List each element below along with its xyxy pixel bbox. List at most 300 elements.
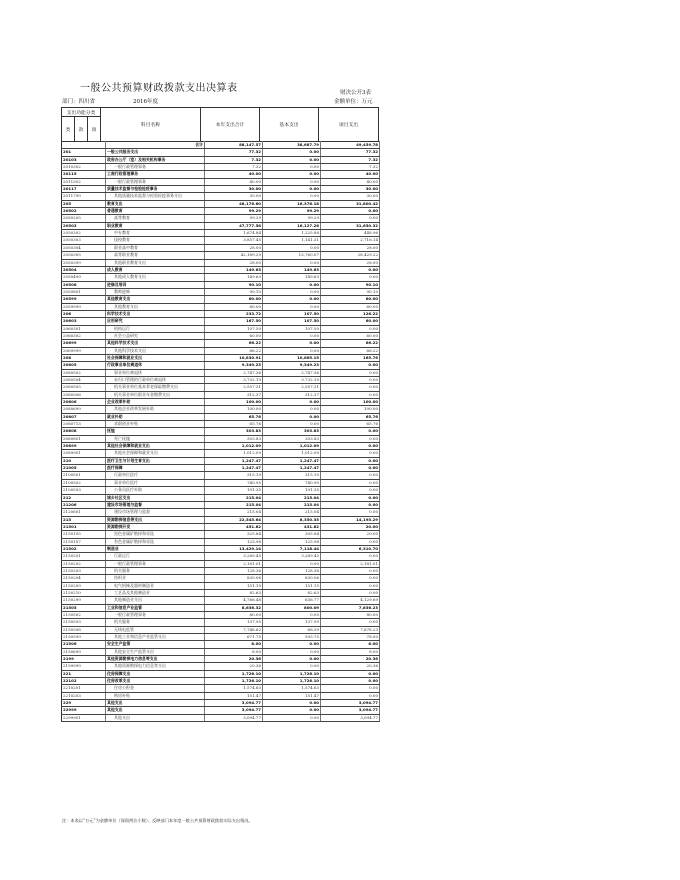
row-name: 其他教育支出 bbox=[106, 303, 205, 310]
row-code: 20699 bbox=[62, 340, 106, 347]
table-row bbox=[62, 443, 380, 450]
row-project: 20.00 bbox=[321, 531, 380, 538]
row-code: 2050303 bbox=[62, 237, 106, 244]
row-basic: 0.00 bbox=[263, 259, 321, 266]
row-basic: 303.83 bbox=[263, 435, 321, 442]
table-row bbox=[62, 597, 380, 604]
row-project: 0.00 bbox=[321, 391, 380, 398]
row-basic: 107.50 bbox=[263, 325, 321, 332]
row-project: 3,094.77 bbox=[321, 714, 380, 721]
row-basic: 38,687.79 bbox=[263, 142, 321, 149]
row-basic: 0.00 bbox=[263, 296, 321, 303]
row-total: 60.00 bbox=[205, 332, 263, 339]
table-row bbox=[62, 634, 380, 641]
table-row bbox=[62, 641, 380, 648]
table-row bbox=[62, 237, 380, 244]
row-code: 2080699 bbox=[62, 406, 106, 413]
row-total: 65.76 bbox=[205, 413, 263, 420]
row-code: 2100501 bbox=[62, 472, 106, 479]
row-basic: 1,141.31 bbox=[263, 237, 321, 244]
table-row bbox=[62, 714, 380, 721]
row-project: 49,459.78 bbox=[321, 142, 380, 149]
row-project: 0.00 bbox=[321, 589, 380, 596]
row-basic: 16,376.18 bbox=[263, 200, 321, 207]
row-basic: 13,760.07 bbox=[263, 252, 321, 259]
row-code: 20503 bbox=[62, 222, 106, 229]
row-name: 住房保障支出 bbox=[106, 670, 205, 677]
row-total: 60.00 bbox=[205, 296, 263, 303]
row-code: 20502 bbox=[62, 208, 106, 215]
row-code: 2210203 bbox=[62, 692, 106, 699]
row-name: 资源勘探开发 bbox=[106, 523, 205, 530]
row-code: 20807 bbox=[62, 413, 106, 420]
table-row bbox=[62, 222, 380, 229]
row-project: 448.96 bbox=[321, 230, 380, 237]
row-basic: 593.75 bbox=[263, 634, 321, 641]
row-name: 城乡社区支出 bbox=[106, 494, 205, 501]
row-name: 住房改革支出 bbox=[106, 678, 205, 685]
row-basic: 0.00 bbox=[263, 399, 321, 406]
row-code: 2199 bbox=[62, 656, 106, 663]
row-total: 671.75 bbox=[205, 634, 263, 641]
row-total: 215.04 bbox=[205, 501, 263, 508]
table-row bbox=[62, 244, 380, 251]
row-name: 教育支出 bbox=[106, 200, 205, 207]
row-total: 1,726.10 bbox=[205, 670, 263, 677]
row-code: 2150204 bbox=[62, 575, 106, 582]
row-name: 未归口管理的行政单位离退休 bbox=[106, 377, 205, 384]
row-total: 28.00 bbox=[205, 259, 263, 266]
row-project: 20.36 bbox=[321, 663, 380, 670]
row-code: 2080502 bbox=[62, 369, 106, 376]
row-code: 2059999 bbox=[62, 303, 106, 310]
table-row bbox=[62, 325, 380, 332]
row-code: 21505 bbox=[62, 604, 106, 611]
row-code: 2210201 bbox=[62, 685, 106, 692]
row-basic: 68.39 bbox=[263, 626, 321, 633]
row-name: 科学技术支出 bbox=[106, 310, 205, 317]
row-code: 2089901 bbox=[62, 450, 106, 457]
table-row bbox=[62, 413, 380, 420]
table-row bbox=[62, 310, 380, 317]
row-project: 31,800.42 bbox=[321, 200, 380, 207]
row-basic: 125.98 bbox=[263, 538, 321, 545]
row-total: 233.72 bbox=[205, 310, 263, 317]
row-code: 2150503 bbox=[62, 619, 106, 626]
row-total: 77.32 bbox=[205, 149, 263, 156]
row-code: 221 bbox=[62, 670, 106, 677]
row-project: 7.32 bbox=[321, 164, 380, 171]
row-total: 2,181.01 bbox=[205, 560, 263, 567]
row-project: 0.00 bbox=[321, 472, 380, 479]
row-project: 0.00 bbox=[321, 435, 380, 442]
row-total: 303.83 bbox=[205, 428, 263, 435]
table-row bbox=[62, 487, 380, 494]
row-code: 22102 bbox=[62, 678, 106, 685]
row-code: 2060302 bbox=[62, 332, 106, 339]
name-header: 科目名称 bbox=[101, 108, 201, 142]
row-basic: 0.00 bbox=[263, 340, 321, 347]
row-project: 0.00 bbox=[321, 692, 380, 699]
table-row bbox=[62, 663, 380, 670]
row-project: 0.00 bbox=[321, 538, 380, 545]
row-total: 2,747.36 bbox=[205, 369, 263, 376]
row-name: 质量技术监督与检验检疫事务 bbox=[106, 186, 205, 193]
row-project: 0.00 bbox=[321, 274, 380, 281]
total-header: 本年支出合计 bbox=[201, 108, 260, 142]
row-name: 一般行政管理事务 bbox=[106, 178, 205, 185]
row-name: 其他安全生产监管支出 bbox=[106, 648, 205, 655]
row-total: 66.22 bbox=[205, 347, 263, 354]
row-basic: 0.00 bbox=[263, 347, 321, 354]
row-name: 其他支出 bbox=[106, 707, 205, 714]
table-row bbox=[62, 377, 380, 384]
row-name: 一般行政管理事务 bbox=[106, 612, 205, 619]
row-project: 0.00 bbox=[321, 369, 380, 376]
row-total: 1,247.47 bbox=[205, 465, 263, 472]
row-project: 28.00 bbox=[321, 244, 380, 251]
table-row bbox=[62, 164, 380, 171]
row-name: 中专教育 bbox=[106, 230, 205, 237]
row-total: 48,176.60 bbox=[205, 200, 263, 207]
department-label: 部门：四川省 bbox=[62, 99, 96, 105]
row-basic: 1,012.09 bbox=[263, 450, 321, 457]
row-name: 死亡抚恤 bbox=[106, 435, 205, 442]
row-code: 2120601 bbox=[62, 509, 106, 516]
row-name: 其他质量技术监督与检验检疫事务支出 bbox=[106, 193, 205, 200]
row-name: 建设市场管理与监督 bbox=[106, 501, 205, 508]
row-basic: 128.36 bbox=[263, 567, 321, 574]
table-row bbox=[62, 700, 380, 707]
table-row bbox=[62, 281, 380, 288]
row-total: 99.29 bbox=[205, 215, 263, 222]
row-basic: 9,349.23 bbox=[263, 362, 321, 369]
row-project: 14,195.29 bbox=[321, 516, 380, 523]
row-name: 工业和信息产业监管 bbox=[106, 604, 205, 611]
row-code: 2011502 bbox=[62, 178, 106, 185]
table-row bbox=[62, 266, 380, 273]
row-total: 47,777.58 bbox=[205, 222, 263, 229]
table-row bbox=[62, 208, 380, 215]
row-basic: 0.00 bbox=[263, 186, 321, 193]
row-total: 315.19 bbox=[205, 472, 263, 479]
row-total: 8.00 bbox=[205, 648, 263, 655]
row-basic: 1,247.47 bbox=[263, 457, 321, 464]
table-row bbox=[62, 531, 380, 538]
row-name: 高等教育 bbox=[106, 215, 205, 222]
row-code: 2080801 bbox=[62, 435, 106, 442]
row-name: 医疗保障 bbox=[106, 465, 205, 472]
row-basic: 0.00 bbox=[263, 244, 321, 251]
table-row bbox=[62, 384, 380, 391]
row-basic: 215.04 bbox=[263, 509, 321, 516]
row-project: 78.00 bbox=[321, 634, 380, 641]
table-row bbox=[62, 612, 380, 619]
table-row bbox=[62, 421, 380, 428]
row-total: 99.29 bbox=[205, 208, 263, 215]
code-group-header: 支出功能分类 bbox=[62, 108, 101, 117]
row-project: 8.00 bbox=[321, 648, 380, 655]
row-basic: 0.00 bbox=[263, 700, 321, 707]
row-basic: 215.04 bbox=[263, 494, 321, 501]
row-code: 2150508 bbox=[62, 626, 106, 633]
row-name: 机关事业单位基本养老保险缴费支出 bbox=[106, 384, 205, 391]
row-basic: 0.00 bbox=[263, 612, 321, 619]
row-basic: 800.09 bbox=[263, 604, 321, 611]
page-title: 一般公共预算财政拨款支出决算表 bbox=[80, 83, 238, 94]
table-row bbox=[62, 575, 380, 582]
row-name: 行政事业单位离退休 bbox=[106, 362, 205, 369]
row-basic: 0.00 bbox=[263, 164, 321, 171]
row-basic: 107.50 bbox=[263, 318, 321, 325]
row-basic: 1,726.10 bbox=[263, 678, 321, 685]
amount-unit: 金额单位：万元 bbox=[334, 99, 373, 105]
table-row bbox=[62, 252, 380, 259]
row-code: 2150105 bbox=[62, 531, 106, 538]
row-name: 资源勘探信息等支出 bbox=[106, 516, 205, 523]
row-total: 740.95 bbox=[205, 479, 263, 486]
table-row bbox=[62, 428, 380, 435]
table-row bbox=[62, 604, 380, 611]
row-name: 职业高中教育 bbox=[106, 244, 205, 251]
table-row bbox=[62, 450, 380, 457]
row-project: 0.00 bbox=[321, 384, 380, 391]
row-name: 事业单位离退休 bbox=[106, 369, 205, 376]
row-project: 0.00 bbox=[321, 678, 380, 685]
table-row bbox=[62, 171, 380, 178]
table-row bbox=[62, 354, 380, 361]
row-total: 451.82 bbox=[205, 523, 263, 530]
row-code: 21501 bbox=[62, 523, 106, 530]
row-project: 0.00 bbox=[321, 619, 380, 626]
table-row bbox=[62, 296, 380, 303]
row-project: 60.00 bbox=[321, 332, 380, 339]
row-basic: 1,012.09 bbox=[263, 443, 321, 450]
row-code: 21005 bbox=[62, 465, 106, 472]
row-basic: 0.00 bbox=[263, 332, 321, 339]
table-row bbox=[62, 678, 380, 685]
row-name: 其他科学技术支出 bbox=[106, 347, 205, 354]
row-total: 3,094.77 bbox=[205, 700, 263, 707]
table-row bbox=[62, 656, 380, 663]
row-total: 40.00 bbox=[205, 171, 263, 178]
row-project: 0.00 bbox=[321, 443, 380, 450]
row-code: 21502 bbox=[62, 545, 106, 552]
row-code: 2080504 bbox=[62, 377, 106, 384]
row-project: 0.00 bbox=[321, 428, 380, 435]
row-basic: 830.06 bbox=[263, 575, 321, 582]
row-total: 1,726.10 bbox=[205, 678, 263, 685]
row-name: 建设市场管理与监督 bbox=[106, 509, 205, 516]
row-code: 2080713 bbox=[62, 421, 106, 428]
table-row bbox=[62, 648, 380, 655]
row-name: 抚恤 bbox=[106, 428, 205, 435]
row-code: 21206 bbox=[62, 501, 106, 508]
row-total: 325.84 bbox=[205, 531, 263, 538]
row-basic: 0.00 bbox=[263, 656, 321, 663]
row-basic: 2,747.36 bbox=[263, 369, 321, 376]
row-total: 3,857.45 bbox=[205, 237, 263, 244]
table-number: 财决公开3表 bbox=[340, 90, 371, 96]
row-basic: 3,732.19 bbox=[263, 377, 321, 384]
row-project: 0.00 bbox=[321, 215, 380, 222]
row-basic: 1,574.63 bbox=[263, 685, 321, 692]
row-project: 0.00 bbox=[321, 575, 380, 582]
table-row bbox=[62, 230, 380, 237]
row-total: 8.00 bbox=[205, 641, 263, 648]
table-row bbox=[62, 553, 380, 560]
row-basic: 2,557.31 bbox=[263, 384, 321, 391]
row-code: 2299901 bbox=[62, 714, 106, 721]
row-name: 政府办公厅（室）及相关机构事务 bbox=[106, 156, 205, 163]
row-name: 公务员医疗补助 bbox=[106, 487, 205, 494]
row-basic: 0.00 bbox=[263, 303, 321, 310]
row-project: 7,836.23 bbox=[321, 604, 380, 611]
row-basic: 0.00 bbox=[263, 406, 321, 413]
row-basic: 431.82 bbox=[263, 523, 321, 530]
table-row bbox=[62, 707, 380, 714]
row-code: 20504 bbox=[62, 266, 106, 273]
row-code: 21506 bbox=[62, 641, 106, 648]
row-code: 2050499 bbox=[62, 274, 106, 281]
row-code: 20805 bbox=[62, 362, 106, 369]
row-project: 90.10 bbox=[321, 288, 380, 295]
row-project: 3,094.77 bbox=[321, 700, 380, 707]
row-code: 2100502 bbox=[62, 479, 106, 486]
row-project: 0.00 bbox=[321, 494, 380, 501]
row-total: 1,012.09 bbox=[205, 443, 263, 450]
row-basic: 99.29 bbox=[263, 208, 321, 215]
row-total: 137.95 bbox=[205, 619, 263, 626]
row-basic: 0.00 bbox=[263, 663, 321, 670]
row-basic: 1,726.10 bbox=[263, 670, 321, 677]
row-basic: 82.63 bbox=[263, 589, 321, 596]
table-row bbox=[62, 560, 380, 567]
table-row bbox=[62, 362, 380, 369]
row-project: 65.76 bbox=[321, 421, 380, 428]
table-header bbox=[61, 107, 379, 142]
row-project: 126.22 bbox=[321, 310, 380, 317]
row-project: 90.10 bbox=[321, 281, 380, 288]
row-basic: 99.29 bbox=[263, 215, 321, 222]
table-row bbox=[62, 589, 380, 596]
row-total: 80.00 bbox=[205, 612, 263, 619]
table-row bbox=[62, 303, 380, 310]
row-basic: 0.00 bbox=[263, 707, 321, 714]
row-name: 普通教育 bbox=[106, 208, 205, 215]
row-basic: 149.63 bbox=[263, 274, 321, 281]
row-project: 6,310.70 bbox=[321, 545, 380, 552]
row-total: 1,012.09 bbox=[205, 450, 263, 457]
row-basic: 3,289.45 bbox=[263, 553, 321, 560]
table-row bbox=[62, 545, 380, 552]
row-code: 20508 bbox=[62, 281, 106, 288]
row-name: 机构运行 bbox=[106, 325, 205, 332]
row-basic: 0.00 bbox=[263, 648, 321, 655]
row-name: 有色金属矿勘探和采选 bbox=[106, 538, 205, 545]
row-code: 2050302 bbox=[62, 230, 106, 237]
row-code bbox=[62, 142, 106, 149]
row-project: 7.32 bbox=[321, 156, 380, 163]
project-header: 项目支出 bbox=[319, 108, 379, 142]
row-total: 7.32 bbox=[205, 156, 263, 163]
row-name: 其他科学技术支出 bbox=[106, 340, 205, 347]
table-row bbox=[62, 509, 380, 516]
row-total: 3,094.77 bbox=[205, 714, 263, 721]
row-code: 208 bbox=[62, 354, 106, 361]
row-project: 0.00 bbox=[321, 266, 380, 273]
row-name: 其他社会保障和就业支出 bbox=[106, 443, 205, 450]
row-project: 30.00 bbox=[321, 193, 380, 200]
row-name: 其他资源勘探电力信息等支出 bbox=[106, 656, 205, 663]
row-total: 82.63 bbox=[205, 589, 263, 596]
row-project: 2,716.14 bbox=[321, 237, 380, 244]
table-row bbox=[62, 692, 380, 699]
row-total: 20.36 bbox=[205, 663, 263, 670]
row-total: 312.37 bbox=[205, 391, 263, 398]
row-code: 20806 bbox=[62, 399, 106, 406]
row-project: 0.00 bbox=[321, 553, 380, 560]
row-total: 1,674.84 bbox=[205, 230, 263, 237]
table-row bbox=[62, 465, 380, 472]
table-row bbox=[62, 369, 380, 376]
row-basic: 0.00 bbox=[263, 421, 321, 428]
row-basic: 1,225.88 bbox=[263, 230, 321, 237]
row-name: 事业单位医疗 bbox=[106, 479, 205, 486]
row-total: 128.36 bbox=[205, 567, 263, 574]
row-total: 8,636.32 bbox=[205, 604, 263, 611]
row-code: 2010302 bbox=[62, 164, 106, 171]
row-total: 125.98 bbox=[205, 538, 263, 545]
row-name: 社会公益研究 bbox=[106, 332, 205, 339]
row-name: 一般公共服务支出 bbox=[106, 149, 205, 156]
row-basic: 305.84 bbox=[263, 531, 321, 538]
row-project: 3,094.77 bbox=[321, 707, 380, 714]
table-row bbox=[62, 685, 380, 692]
footnote: 注：本表以“万元”为金额单位（保留两位小数）。反映部门本年度一般公共预算财政拨款实际支出情况。 bbox=[62, 818, 253, 823]
row-code: 20115 bbox=[62, 171, 106, 178]
row-project: 0.00 bbox=[321, 670, 380, 677]
row-project: 0.00 bbox=[321, 479, 380, 486]
row-total: 149.63 bbox=[205, 266, 263, 273]
row-code: 2150299 bbox=[62, 597, 106, 604]
row-code: 210 bbox=[62, 457, 106, 464]
row-project: 0.00 bbox=[321, 465, 380, 472]
row-name: 一般行政管理事务 bbox=[106, 164, 205, 171]
table-row bbox=[62, 399, 380, 406]
table-row bbox=[62, 501, 380, 508]
table-row bbox=[62, 318, 380, 325]
table-row bbox=[62, 479, 380, 486]
row-code: 2050399 bbox=[62, 259, 106, 266]
row-name: 医疗卫生与计划生育支出 bbox=[106, 457, 205, 464]
row-code: 2150502 bbox=[62, 612, 106, 619]
row-project: 2,181.01 bbox=[321, 560, 380, 567]
row-project: 0.00 bbox=[321, 457, 380, 464]
row-total: 3,289.45 bbox=[205, 553, 263, 560]
row-project: 77.32 bbox=[321, 149, 380, 156]
row-basic: 149.63 bbox=[263, 266, 321, 273]
row-basic: 0.00 bbox=[263, 281, 321, 288]
row-project: 0.00 bbox=[321, 487, 380, 494]
row-basic: 151.47 bbox=[263, 692, 321, 699]
row-name: 购房补贴 bbox=[106, 692, 205, 699]
row-basic: 215.04 bbox=[263, 501, 321, 508]
row-name: 工艺品及其他制造业 bbox=[106, 589, 205, 596]
row-total: 3,094.77 bbox=[205, 707, 263, 714]
row-code: 2011799 bbox=[62, 193, 106, 200]
row-basic: 0.00 bbox=[263, 641, 321, 648]
